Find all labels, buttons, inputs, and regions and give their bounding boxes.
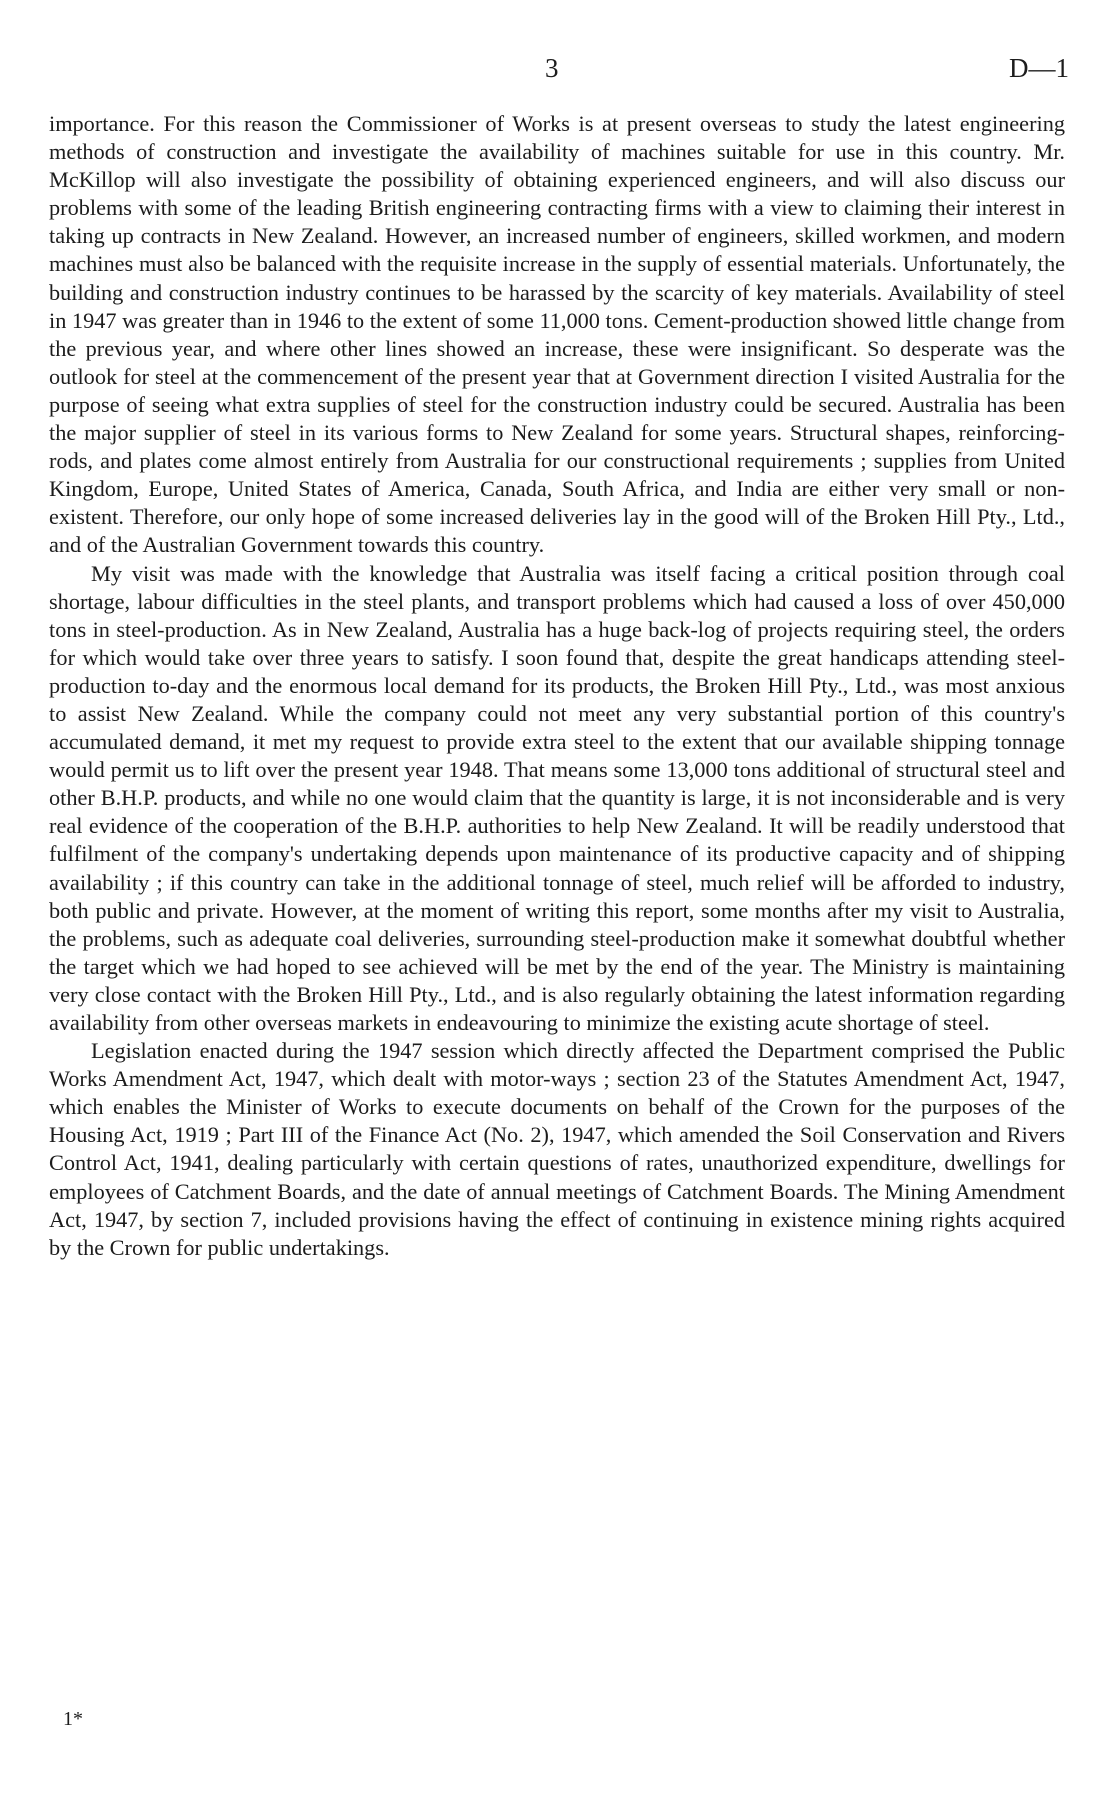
paragraph-australia-visit: My visit was made with the knowledge that Australia was itself facing a critical position through coal shortage, labour difficulties in the steel plants, and transport problems which had caused a loss of over 450,000 tons in steel-production. As in New Zealand, Australia has a huge back-log of projects requiring steel, the orders for which would take over three years to satisfy. I soon found that, despite the great handicaps attending steel-production to-day and the enormous local demand for its products, the Broken Hill Pty., Ltd., was most anxious to assist New Zealand. While the company could not meet any very substantial portion of this country's accumulated demand, it met my request to provide extra steel to the extent that our available shipping tonnage would permit us to lift over the present year 1948. That means some 13,000 tons additional of structural steel and other B.H.P. products, and while no one would claim that the quantity is large, it is not inconsiderable and is very real evidence of the cooperation of the B.H.P. authorities to help New Zealand. It will be readily understood that fulfilment of the company's undertaking depends upon maintenance of its productive capacity and of shipping availability ; if this country can take in the additional tonnage of steel, much relief will be afforded to industry, both public and private. However, at the moment of writing this report, some months after my visit to Australia, the problems, such as adequate coal deliveries, surrounding steel-production make it somewhat doubtful whether the target which we had hoped to see achieved will be met by the end of the year. The Ministry is maintaining very close contact with the Broken Hill Pty., Ltd., and is also regularly obtaining the latest information regarding availability from other overseas markets in endeavouring to minimize the existing acute shortage of steel. [49, 560, 1065, 1035]
document-code: D—1 [1009, 53, 1069, 83]
paragraph-legislation: Legislation enacted during the 1947 session which directly affected the Department comprised the Public Works Amendment Act, 1947, which dealt with motor-ways ; section 23 of the Statutes Amendment Act, 1947, which enables the Minister of Works to execute documents on behalf of the Crown for the purposes of the Housing Act, 1919 ; Part III of the Finance Act (No. 2), 1947, which amended the Soil Conservation and Rivers Control Act, 1941, dealing particularly with certain questions of rates, unauthorized expenditure, dwellings for employees of Catchment Boards, and the date of annual meetings of Catchment Boards. The Mining Amendment Act, 1947, by section 7, included provisions having the effect of continuing in existence mining rights acquired by the Crown for public undertakings. [49, 1038, 1065, 1260]
paragraph-importance: importance. For this reason the Commissioner of Works is at present overseas to study the latest engineering methods of construction and investigate the availability of machines suitable for use in this country. Mr. McKillop will also investigate the possibility of obtaining experienced engineers, and will also discuss our problems with some of the leading British engineering contracting firms with a view to claiming their interest in taking up contracts in New Zealand. However, an increased number of engineers, skilled workmen, and modern machines must also be balanced with the requisite increase in the supply of essential materials. Unfortunately, the building and construction industry continues to be harassed by the scarcity of key materials. Availability of steel in 1947 was greater than in 1946 to the extent of some 11,000 tons. Cement-production showed little change from the previous year, and where other lines showed an increase, these were insignificant. So desperate was the outlook for steel at the commencement of the present year that at Government direction I visited Australia for the purpose of seeing what extra supplies of steel for the construction industry could be secured. Australia has been the major supplier of steel in its various forms to New Zealand for some years. Structural shapes, reinforcing-rods, and plates come almost entirely from Australia for our constructional requirements ; supplies from United Kingdom, Europe, United States of America, Canada, South Africa, and India are either very small or non-existent. Therefore, our only hope of some increased deliveries lay in the good will of the Broken Hill Pty., Ltd., and of the Australian Government towards this country. [49, 111, 1065, 558]
page-number: 3 [545, 53, 559, 83]
signature-mark: 1* [63, 1708, 83, 1730]
body-text [49, 110, 1065, 1262]
